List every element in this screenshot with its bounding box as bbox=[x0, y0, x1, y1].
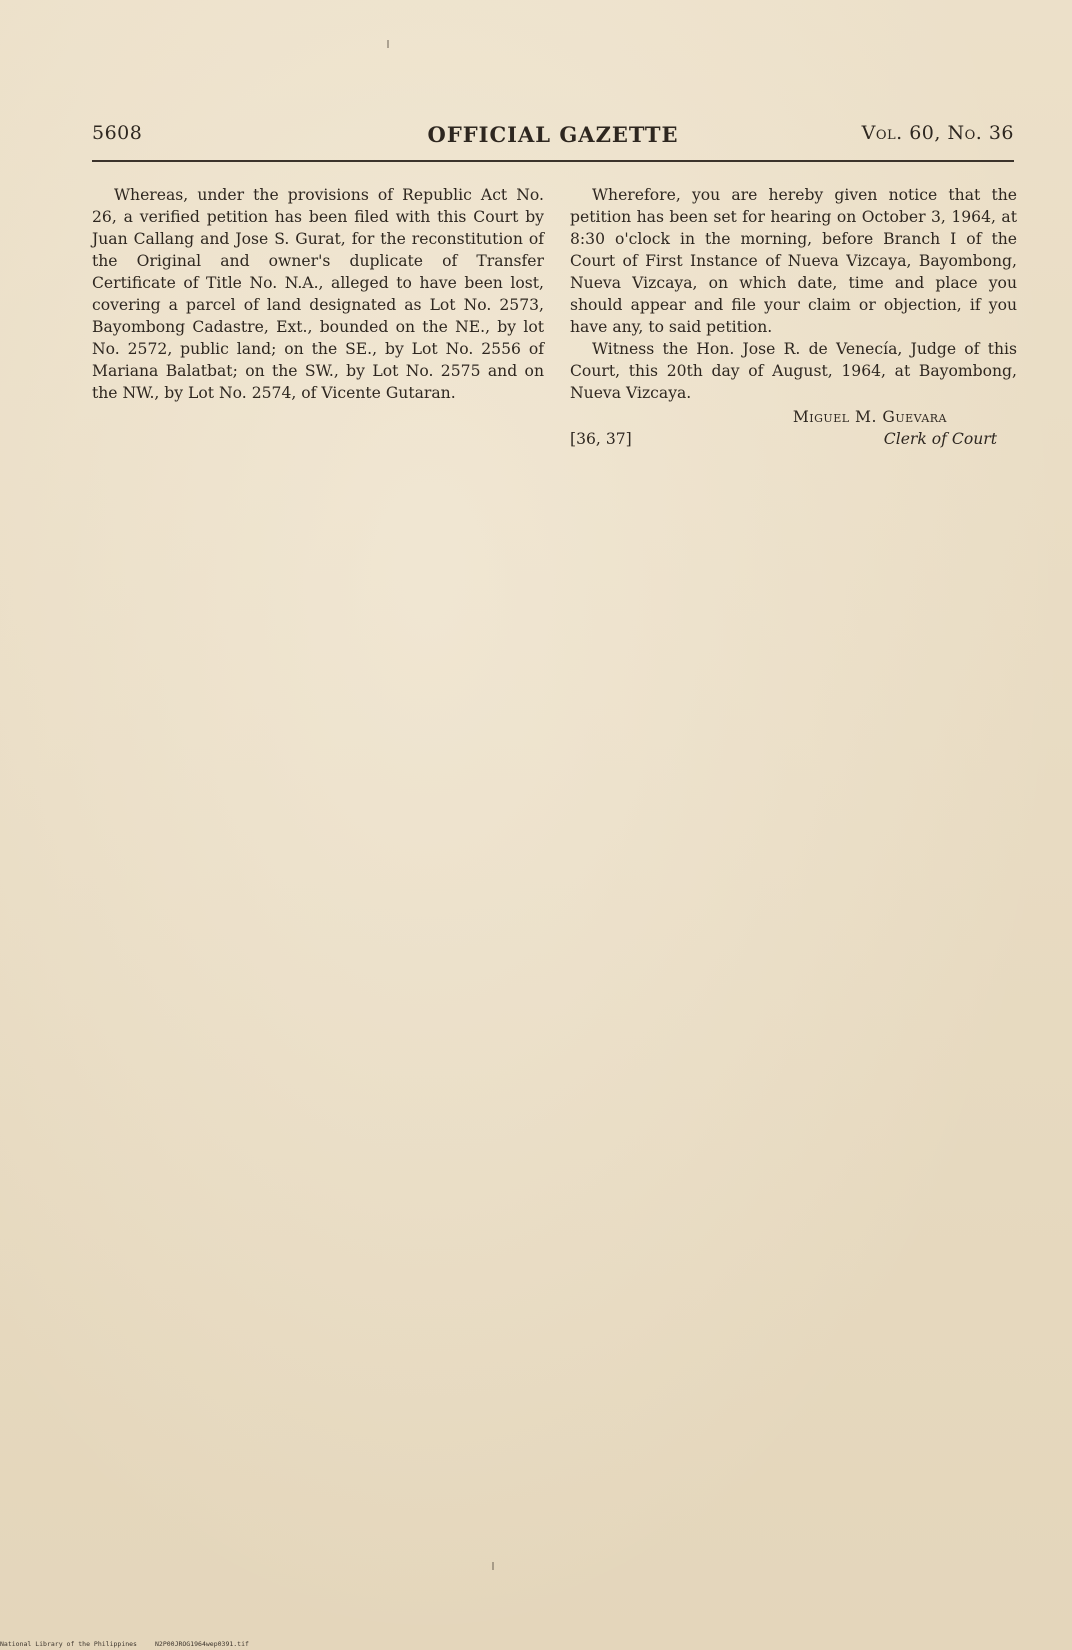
scan-file-id: N2P00JROG1964wep0391.tif bbox=[155, 1640, 249, 1648]
whereas-paragraph: Whereas, under the provisions of Republic Act No. 26, a verified petition has been filed with this Court by Juan Callang and Jose S. Gurat, for the reconstitution of the Original and owner's duplicate of Transfer Certificate of Title No. N.A., alleged to have been lost, covering a parcel of land designated as Lot No. 2573, Bayombong Cadastre, Ext., bounded on the NE., by lot No. 2572, public land; on the SE., by Lot No. 2556 of Mariana Balatbat; on the SW., by Lot No. 2575 and on the NW., by Lot No. 2574, of Vicente Gutaran. bbox=[92, 186, 544, 402]
right-column bbox=[570, 184, 1017, 454]
scan-speck bbox=[387, 40, 389, 48]
page-header bbox=[92, 118, 1014, 154]
left-column bbox=[92, 184, 544, 404]
wherefore-paragraph: Wherefore, you are hereby given notice that the petition has been set for hearing on October 3, 1964, at 8:30 o'clock in the morning, before Branch I of the Court of First Instance of Nueva Vizcaya, Bayombong, Nueva Vizcaya, on which date, time and place you should appear and file your claim or objection, if you have any, to said petition. bbox=[570, 186, 1017, 336]
volume-number: Vol. 60, No. 36 bbox=[861, 122, 1014, 144]
signature-block bbox=[570, 406, 1017, 454]
signer-name: Miguel M. Guevara bbox=[792, 408, 947, 426]
scan-speck bbox=[492, 1562, 494, 1570]
header-rule bbox=[92, 160, 1014, 162]
issue-reference: [36, 37] bbox=[570, 430, 632, 448]
signer-title: Clerk of Court bbox=[883, 430, 997, 448]
page-number: 5608 bbox=[92, 122, 143, 144]
scan-source-note: National Library of the Philippines bbox=[0, 1640, 137, 1648]
witness-paragraph: Witness the Hon. Jose R. de Venecía, Judge of this Court, this 20th day of August, 1964, at Bayombong, Nueva Vizcaya. bbox=[570, 340, 1017, 402]
publication-title: OFFICIAL GAZETTE bbox=[427, 122, 679, 147]
